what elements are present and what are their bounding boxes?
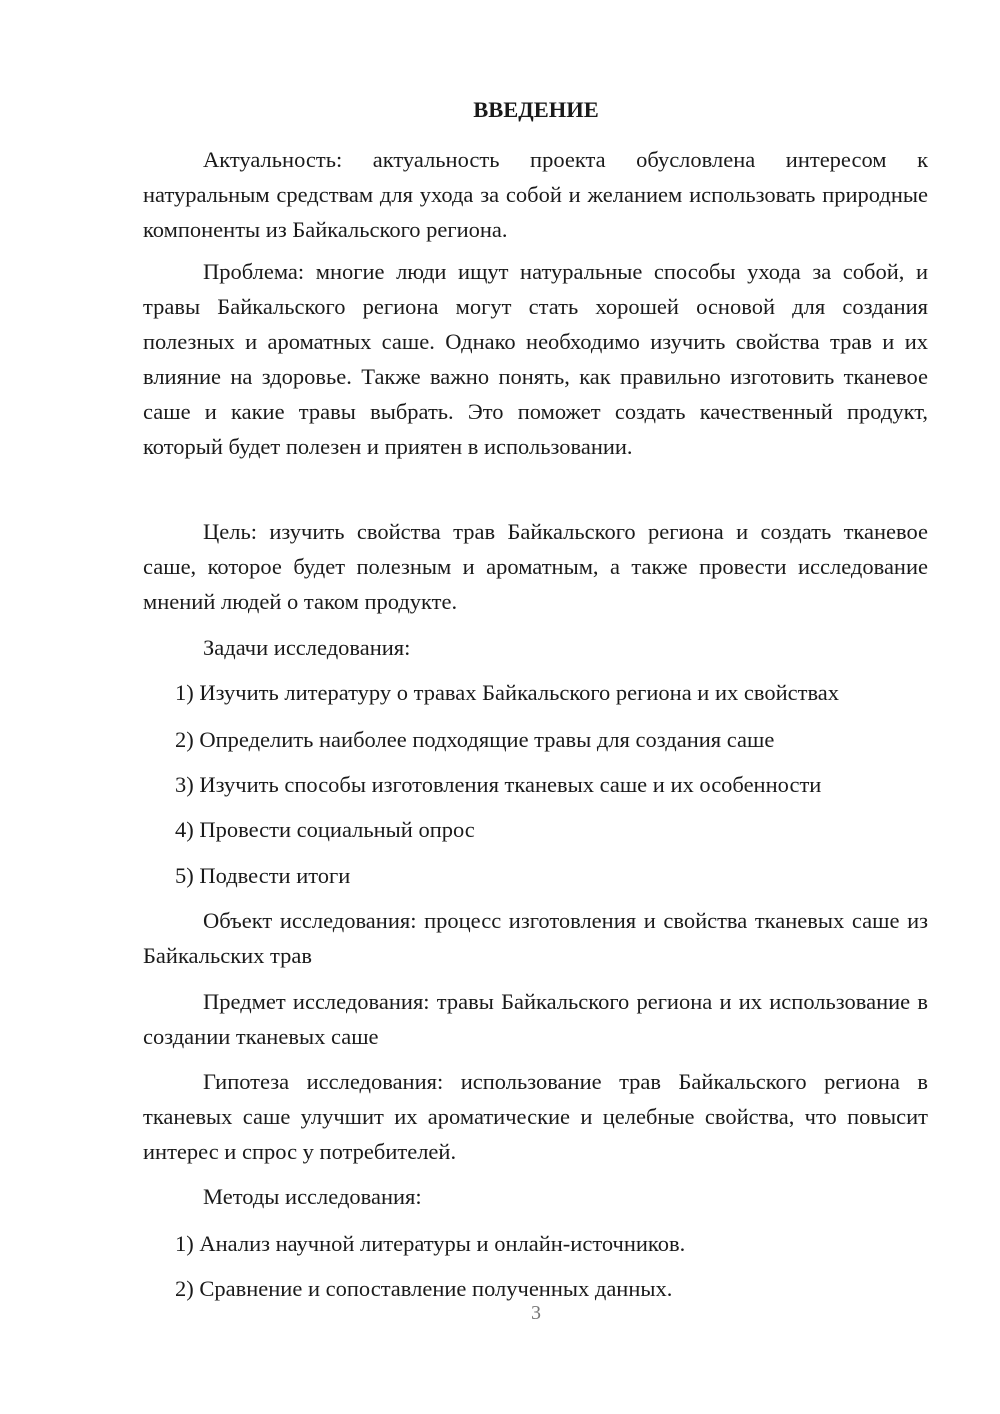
hypothesis-paragraph: Гипотеза исследования: использование трав Байкальского региона в тканевых саше улучшит их ароматические и целебные свойства, что повысит интерес и спрос у потребителей. bbox=[143, 1069, 928, 1164]
page-number: 3 bbox=[531, 1302, 541, 1324]
section-title: ВВЕДЕНИЕ bbox=[473, 97, 599, 122]
task-item: 2) Определить наиболее подходящие травы для создания саше bbox=[175, 727, 775, 752]
relevance-paragraph: Актуальность: актуальность проекта обусловлена интересом к натуральным средствам для ухода за собой и желанием использовать природные компоненты из Байкальского региона. bbox=[143, 147, 928, 242]
tasks-heading: Задачи исследования: bbox=[203, 635, 411, 660]
task-item: 3) Изучить способы изготовления тканевых саше и их особенности bbox=[175, 772, 822, 797]
task-item: 4) Провести социальный опрос bbox=[175, 817, 475, 842]
object-paragraph: Объект исследования: процесс изготовления и свойства тканевых саше из Байкальских трав bbox=[143, 908, 928, 968]
method-item: 1) Анализ научной литературы и онлайн-источников. bbox=[175, 1231, 686, 1256]
methods-heading: Методы исследования: bbox=[203, 1184, 422, 1209]
task-item: 1) Изучить литературу о травах Байкальского региона и их свойствах bbox=[175, 680, 840, 705]
goal-paragraph: Цель: изучить свойства трав Байкальского региона и создать тканевое саше, которое будет полезным и ароматным, а также провести исследование мнений людей о таком продукте. bbox=[143, 519, 928, 614]
task-item: 5) Подвести итоги bbox=[175, 863, 351, 888]
subject-paragraph: Предмет исследования: травы Байкальского региона и их использование в создании тканевых саше bbox=[143, 989, 928, 1049]
method-item: 2) Сравнение и сопоставление полученных данных. bbox=[175, 1276, 673, 1301]
problem-paragraph: Проблема: многие люди ищут натуральные способы ухода за собой, и травы Байкальского региона могут стать хорошей основой для создания полезных и ароматных саше. Однако необходимо изучить свойства трав и их влияние на здоровье. Также важно понять, как правильно изготовить тканевое саше и какие травы выбрать. Это поможет создать качественный продукт, который будет полезен и приятен в использовании. bbox=[143, 259, 928, 459]
